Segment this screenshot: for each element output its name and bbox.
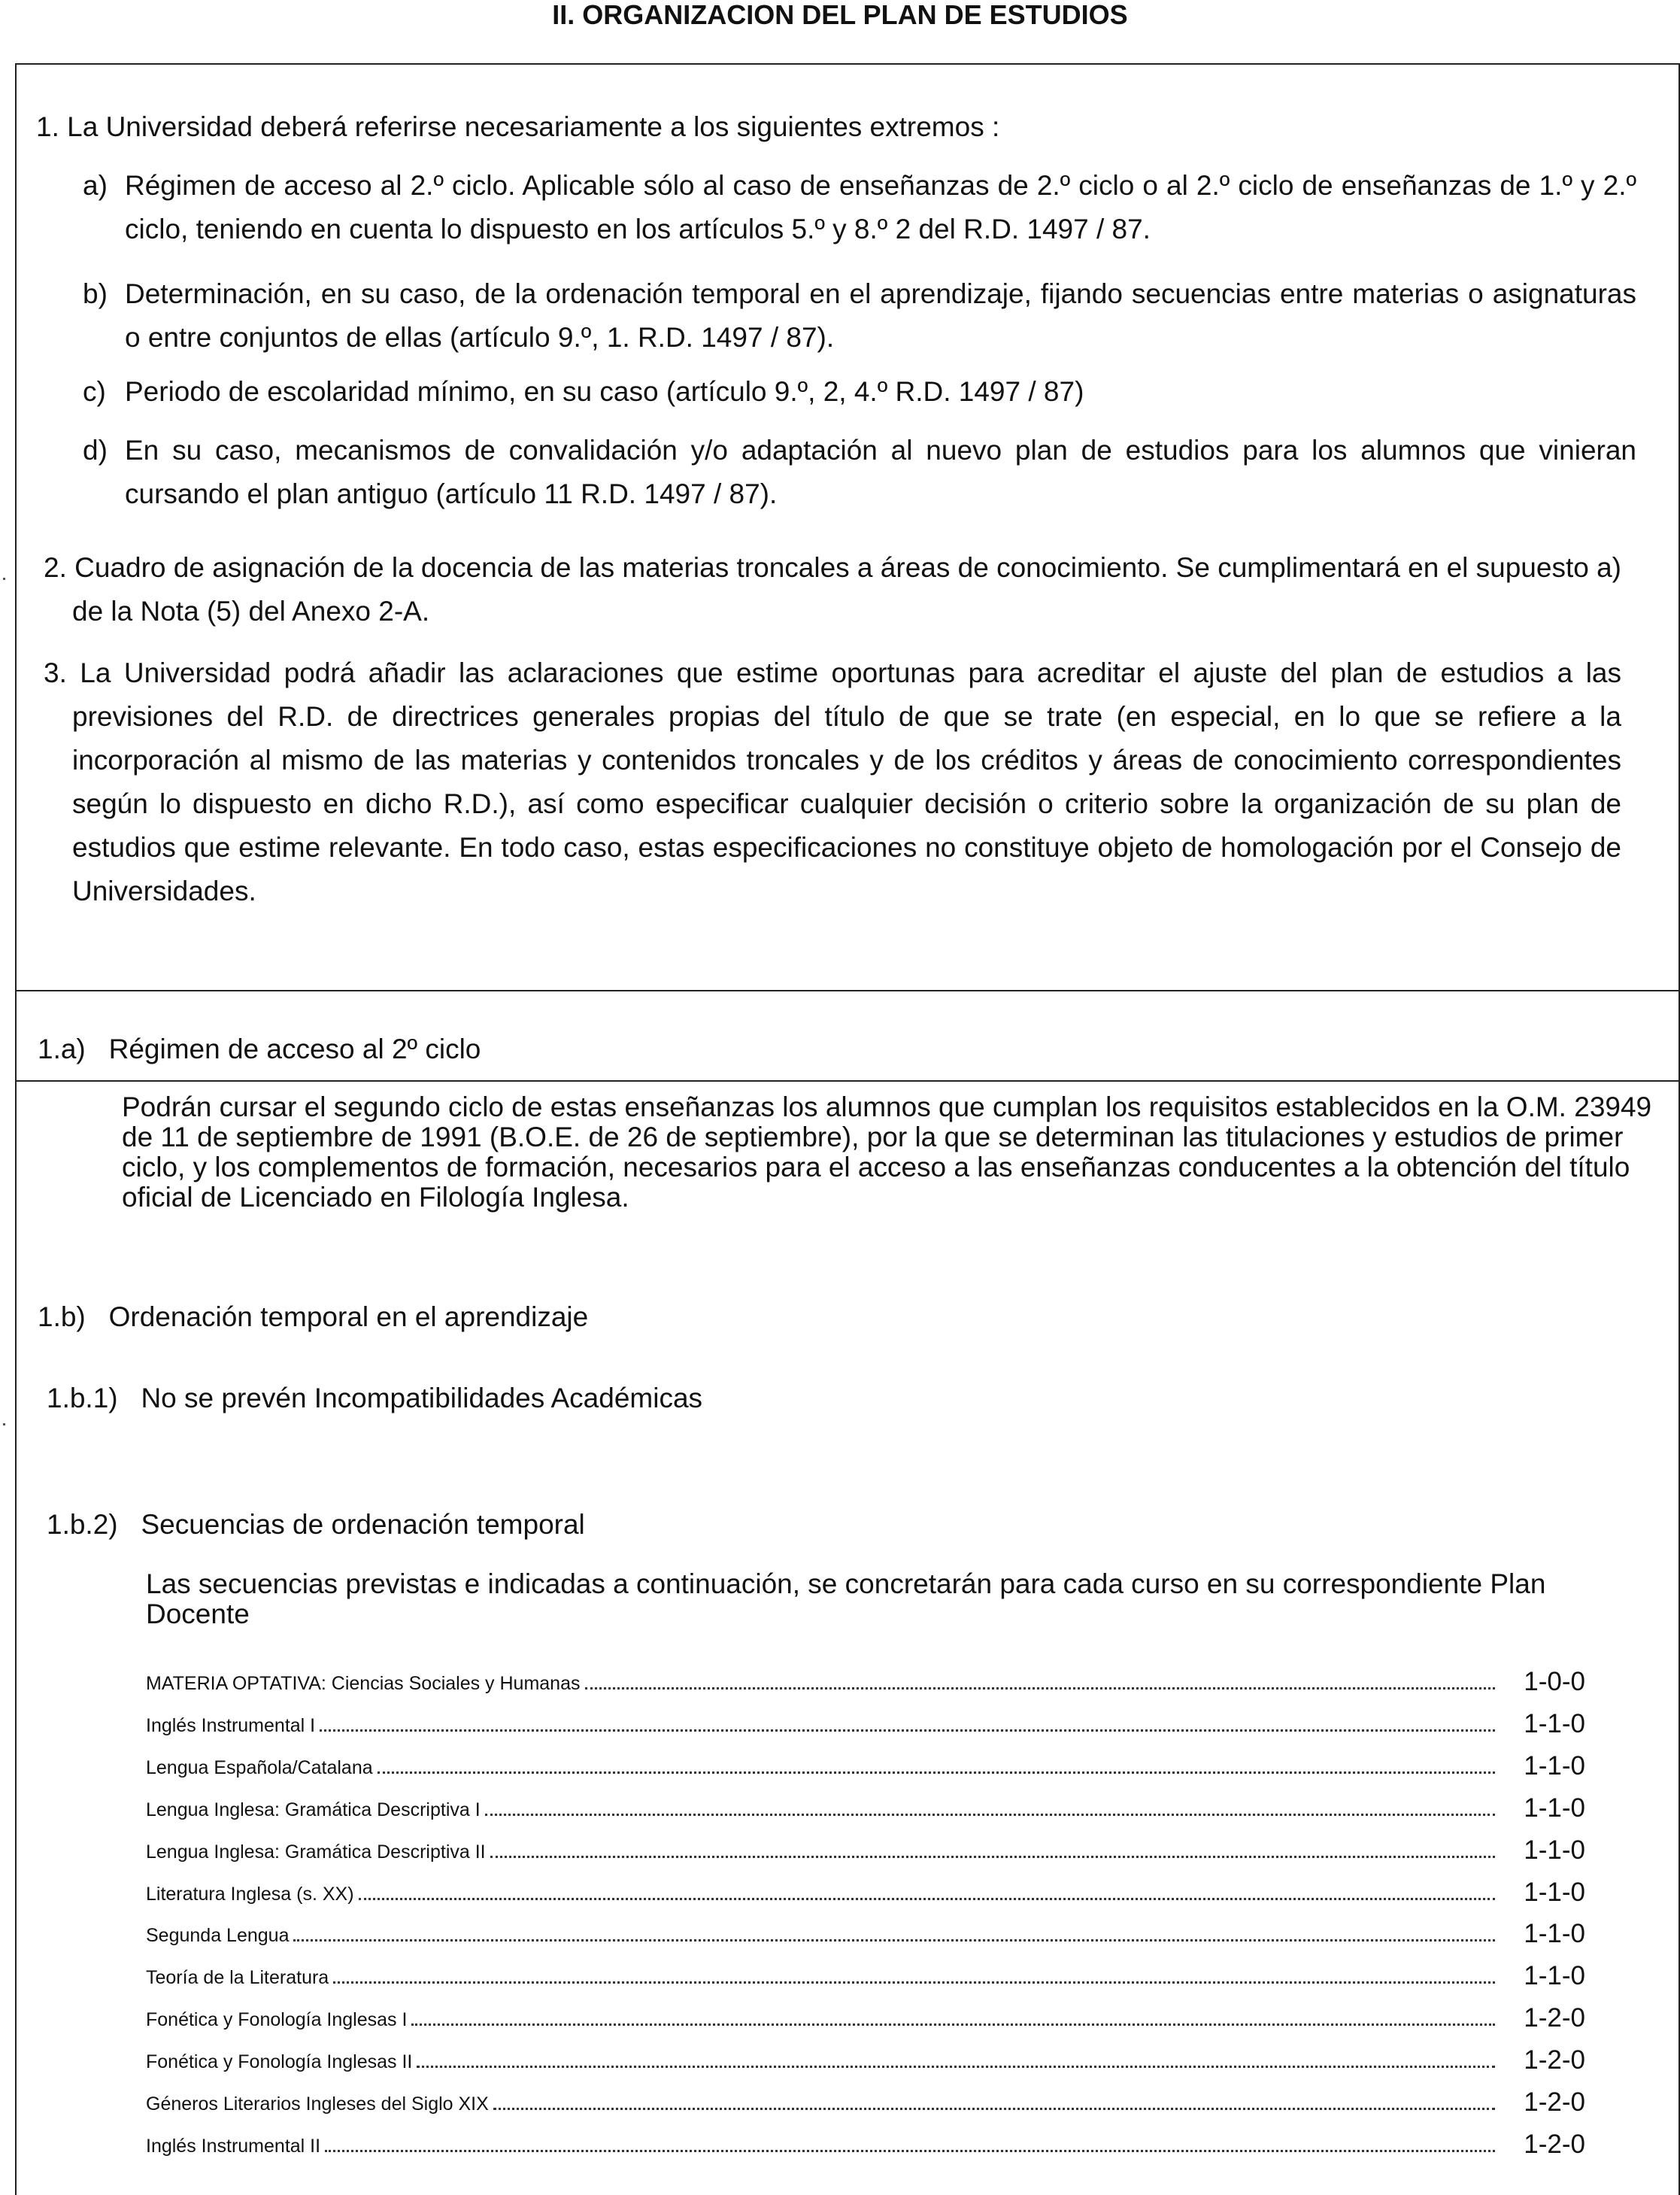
- sequence-name: MATERIA OPTATIVA: Ciencias Sociales y Humanas: [146, 1673, 581, 1694]
- sequence-code: 1-2-0: [1524, 2130, 1585, 2159]
- sequence-code: 1-2-0: [1524, 2003, 1585, 2033]
- sequence-name: Inglés Instrumental II: [146, 2136, 321, 2157]
- instruction-item-2: 2. Cuadro de asignación de la docencia de las materias troncales a áreas de conocimiento. Se cumplimentará en el supuesto a) de la Nota (5) del Anexo 2-A.: [44, 552, 1621, 627]
- sequence-row: [146, 1747, 1585, 1783]
- dot-leader: [378, 1771, 1495, 1774]
- sequence-code: 1-2-0: [1524, 2087, 1585, 2117]
- item-c-marker: c): [83, 376, 106, 407]
- sequence-row: [146, 1873, 1585, 1909]
- sequence-name: Géneros Literarios Ingleses del Siglo XIX: [146, 2093, 489, 2115]
- section-1a-heading: 1.a) Régimen de acceso al 2º ciclo: [38, 1034, 481, 1064]
- item-c-text: Periodo de escolaridad mínimo, en su caso (artículo 9.º, 2, 4.º R.D. 1497 / 87): [125, 376, 1084, 407]
- sequence-name: Lengua Española/Catalana: [146, 1757, 373, 1778]
- sequence-row: [146, 1705, 1585, 1741]
- dot-leader: [411, 2023, 1495, 2026]
- sequence-name: Fonética y Fonología Inglesas II: [146, 2051, 413, 2072]
- sequence-name: Literatura Inglesa (s. XX): [146, 1884, 354, 1905]
- scan-mark: [3, 1423, 5, 1425]
- sequence-row: [146, 1662, 1585, 1699]
- dot-leader: [417, 2066, 1495, 2068]
- item-b-text: Determinación, en su caso, de la ordenación temporal en el aprendizaje, fijando secuencias entre materias o asignaturas o entre conjuntos de ellas (artículo 9.º, 1. R.D. 1497 / 87).: [125, 278, 1636, 353]
- sequence-row: [146, 1789, 1585, 1825]
- section-1b2-heading: 1.b.2) Secuencias de ordenación temporal: [47, 1509, 585, 1540]
- sequence-name: Lengua Inglesa: Gramática Descriptiva I: [146, 1799, 481, 1820]
- sequence-row: [146, 1831, 1585, 1867]
- instruction-item-1: 1. La Universidad deberá referirse necesariamente a los siguientes extremos :: [36, 111, 1000, 142]
- scan-mark: [3, 578, 5, 580]
- dot-leader: [359, 1898, 1495, 1900]
- section-1b2-text: Las secuencias previstas e indicadas a continuación, se concretarán para cada curso en su correspondiente Plan Docente: [146, 1568, 1546, 1629]
- page-title: II. ORGANIZACION DEL PLAN DE ESTUDIOS: [552, 0, 1128, 30]
- sequence-row: [146, 1914, 1585, 1951]
- sequence-row: [146, 1957, 1585, 1993]
- sequence-name: Inglés Instrumental I: [146, 1715, 316, 1736]
- sequence-code: 1-2-0: [1524, 2045, 1585, 2075]
- sequence-name: Segunda Lengua: [146, 1925, 290, 1946]
- dot-leader: [485, 1814, 1495, 1816]
- sequence-code: 1-1-0: [1524, 1709, 1585, 1738]
- item-b-marker: b): [83, 278, 108, 309]
- sequence-code: 1-1-0: [1524, 1878, 1585, 1907]
- dot-leader: [490, 1856, 1495, 1858]
- section-1b1-heading: 1.b.1) No se prevén Incompatibilidades Académicas: [47, 1383, 703, 1413]
- section-1b-heading: 1.b) Ordenación temporal en el aprendizaje: [38, 1301, 589, 1332]
- sequence-row: [146, 2125, 1585, 2161]
- item-a-marker: a): [83, 170, 108, 201]
- sequence-name: Teoría de la Literatura: [146, 1967, 329, 1988]
- sequence-code: 1-1-0: [1524, 1793, 1585, 1823]
- item-d-text: En su caso, mecanismos de convalidación y/o adaptación al nuevo plan de estudios para los alumnos que vinieran cursando el plan antiguo (artículo 11 R.D. 1497 / 87).: [125, 435, 1636, 509]
- instruction-item-3: 3. La Universidad podrá añadir las aclaraciones que estime oportunas para acreditar el ajuste del plan de estudios a las previsiones del R.D. de directrices generales propias del título de que se trate (en especial, en lo que se refiere a la incorporación al mismo de las materias y contenidos troncales y de los créditos y áreas de conocimiento correspondientes según lo dispuesto en dicho R.D.), así como especificar cualquier decisión o criterio sobre la organización de su plan de estudios que estime relevante. En todo caso, estas especificaciones no constituye objeto de homologación por el Consejo de Universidades.: [44, 657, 1621, 906]
- sequence-code: 1-1-0: [1524, 1835, 1585, 1865]
- dot-leader: [320, 1729, 1495, 1732]
- sequence-row: [146, 2041, 1585, 2077]
- sequence-code: 1-1-0: [1524, 1919, 1585, 1948]
- item-d-marker: d): [83, 435, 108, 466]
- sequence-name: Fonética y Fonología Inglesas I: [146, 2009, 408, 2030]
- dot-leader: [325, 2150, 1495, 2152]
- dot-leader: [333, 1981, 1495, 1984]
- item-a-text: Régimen de acceso al 2.º ciclo. Aplicable sólo al caso de enseñanzas de 2.º ciclo o al 2.º ciclo de enseñanzas de 1.º y 2.º ciclo, teniendo en cuenta lo dispuesto en los artículos 5.º y 8.º 2 del R.D. 1497 / 87.: [125, 170, 1636, 244]
- sequence-code: 1-1-0: [1524, 1751, 1585, 1781]
- dot-leader: [493, 2108, 1495, 2110]
- section-1a-text: Podrán cursar el segundo ciclo de estas enseñanzas los alumnos que cumplan los requisitos establecidos en la O.M. 23949 de 11 de septiembre de 1991 (B.O.E. de 26 de septiembre), por la que se determinan las titulaciones y estudios de primer ciclo, y los complementos de formación, necesarios para el acceso a las enseñanzas conducentes a la obtención del título oficial de Licenciado en Filología Inglesa.: [122, 1091, 1652, 1213]
- sequence-code: 1-0-0: [1524, 1667, 1585, 1696]
- sequence-row: [146, 2083, 1585, 2119]
- dot-leader: [585, 1687, 1496, 1690]
- sequence-row: [146, 1999, 1585, 2035]
- sequence-name: Lengua Inglesa: Gramática Descriptiva II: [146, 1841, 486, 1863]
- dot-leader: [293, 1939, 1495, 1941]
- sequence-code: 1-1-0: [1524, 1961, 1585, 1990]
